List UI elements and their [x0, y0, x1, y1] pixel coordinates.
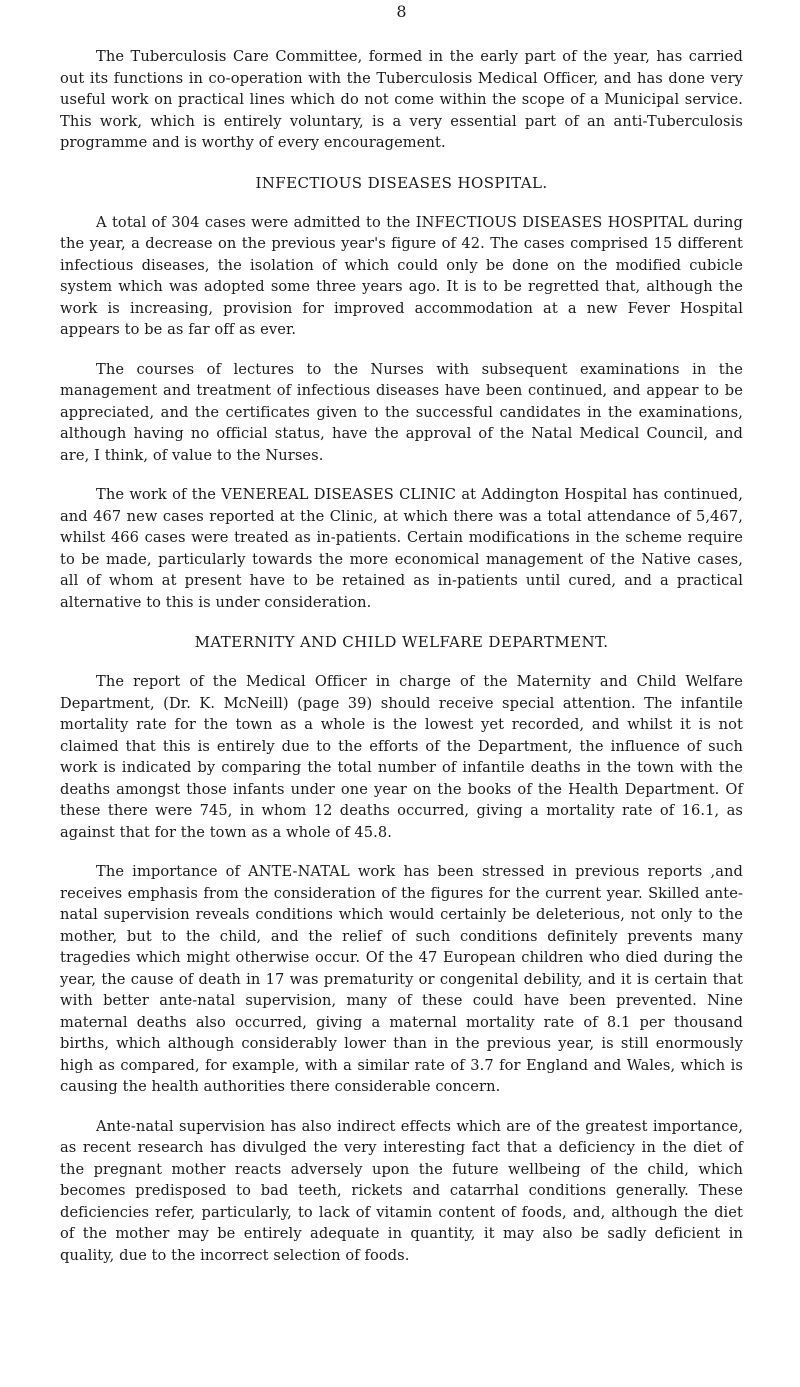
page-content — [60, 46, 743, 1284]
paragraph-antenatal-indirect: Ante-natal supervision has also indirect effects which are of the greatest importance, as recent research has divulged the very interesting fact that a deficiency in the diet of the pregnant mother reacts adversely upon the future wellbeing of the child, which becomes predisposed to bad teeth, rickets and catarrhal conditions generally. These deficiencies refer, particularly, to lack of vitamin content of foods, and, although the diet of the mother may be entirely adequate in quantity, it may also be sadly deficient in quality, due to the incorrect selection of foods. — [60, 1117, 743, 1264]
paragraph-nurses-lectures: The courses of lectures to the Nurses with subsequent examinations in the management and treatment of infectious diseases have been continued, and appear to be appreciated, and the certificates given to the successful candidates in the examinations, although having no official status, have the approval of the Natal Medical Council, and are, I think, of value to the Nurses. — [60, 360, 743, 464]
page-number: 8 — [396, 2, 407, 21]
paragraph-hospital-admissions: A total of 304 cases were admitted to the INFECTIOUS DISEASES HOSPITAL during the year, a decrease on the previous year's figure of 42. The cases comprised 15 different infectious diseases, the isolation of which could only be done on the modified cubicle system which was adopted some three years ago. It is to be regretted that, although the work is increasing, provision for improved accommodation at a new Fever Hospital appears to be as far off as ever. — [60, 213, 743, 338]
heading-maternity-department: MATERNITY AND CHILD WELFARE DEPARTMENT. — [194, 633, 609, 651]
paragraph-venereal-clinic: The work of the VENEREAL DISEASES CLINIC at Addington Hospital has continued, and 467 new cases reported at the Clinic, at which there was a total attendance of 5,467, whilst 466 cases were treated as in-patients. Certain modifications in the scheme require to be made, particularly towards the more economical management of the Native cases, all of whom at present have to be retained as in-patients until cured, and a practical alternative to this is under consideration. — [60, 486, 743, 611]
paragraph-antenatal-importance: The importance of ANTE-NATAL work has been stressed in previous reports ,and receives emphasis from the consideration of the figures for the current year. Skilled ante-natal supervision reveals conditions which would certainly be deleterious, not only to the mother, but to the child, and the relief of such conditions definitely prevents many tragedies which might otherwise occur. Of the 47 European children who died during the year, the cause of death in 17 was prematurity or congenital debility, and it is certain that with better ante-natal supervision, many of these could have been prevented. Nine maternal deaths also occurred, giving a maternal mortality rate of 8.1 per thousand births, which although considerably lower than in the previous year, is still enormously high as compared, for example, with a similar rate of 3.7 for England and Wales, which is causing the health authorities there considerable concern. — [60, 863, 743, 1095]
paragraph-maternity-report: The report of the Medical Officer in charge of the Maternity and Child Welfare Department, (Dr. K. McNeill) (page 39) should receive special attention. The infantile mortality rate for the town as a whole is the lowest yet recorded, and whilst it is not claimed that this is entirely due to the efforts of the Department, the influence of such work is indicated by comparing the total number of infantile deaths in the town with the deaths amongst those infants under one year on the books of the Health Department. Of these there were 745, in whom 12 deaths occurred, giving a mortality rate of 16.1, as against that for the town as a whole of 45.8. — [60, 673, 743, 841]
paragraph-tb-committee: The Tuberculosis Care Committee, formed in the early part of the year, has carried out its functions in co-operation with the Tuberculosis Medical Officer, and has done very useful work on practical lines which do not come within the scope of a Municipal service. This work, which is entirely voluntary, is a very essential part of an anti-Tuberculosis programme and is worthy of every encouragement. — [60, 48, 743, 151]
heading-infectious-hospital: INFECTIOUS DISEASES HOSPITAL. — [255, 173, 548, 192]
